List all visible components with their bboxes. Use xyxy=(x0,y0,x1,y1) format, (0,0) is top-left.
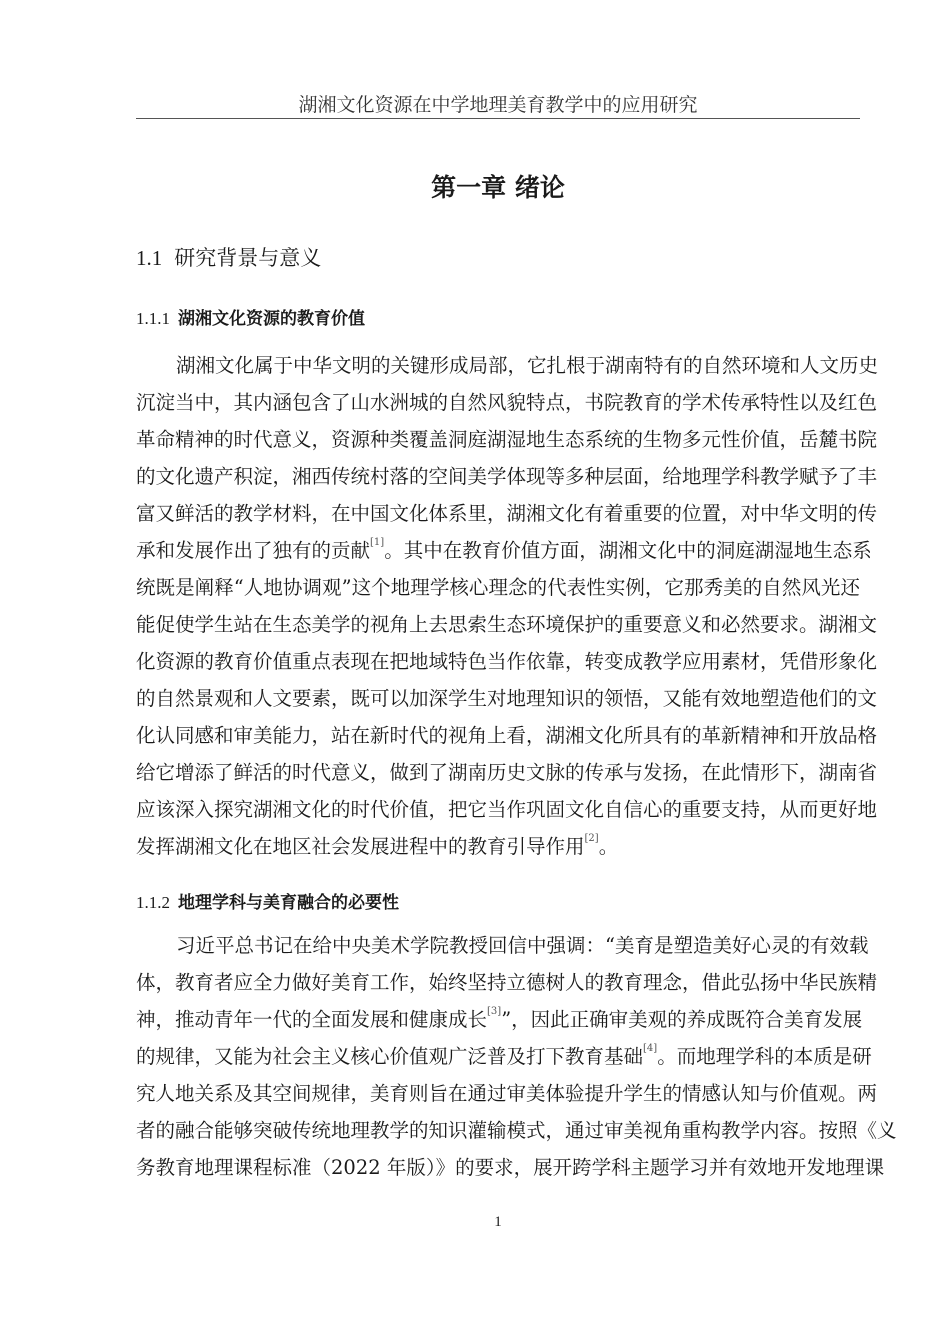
section-number: 1.1 xyxy=(136,246,163,270)
page-number: 1 xyxy=(494,1214,502,1230)
text-run: 神，推动青年一代的全面发展和健康成长 xyxy=(136,1008,488,1031)
citation-marker: [3] xyxy=(487,1006,502,1017)
body-paragraph xyxy=(136,927,897,1186)
text-line xyxy=(136,421,878,458)
text-line xyxy=(136,458,878,495)
subsection-title: 湖湘文化资源的教育价值 xyxy=(178,309,365,329)
text-line xyxy=(136,1001,863,1038)
text-run: 究人地关系及其空间规律，美育则旨在通过审美体验提升学生的情感认知与价值观。两 xyxy=(136,1082,878,1105)
text-run: 革命精神的时代意义，资源种类覆盖洞庭湖湿地生态系统的生物多元性价值，岳麓书院 xyxy=(136,428,878,451)
section-heading xyxy=(136,242,321,272)
subsection-heading xyxy=(136,888,399,913)
text-run: 习近平总书记在给中央美术学院教授回信中强调：“美育是塑造美好心灵的有效载 xyxy=(176,934,869,957)
text-line xyxy=(136,964,878,1001)
text-line xyxy=(136,384,878,421)
text-run: 化认同感和审美能力，站在新时代的视角上看，湖湘文化所具有的革新精神和开放品格 xyxy=(136,724,878,747)
section-title: 研究背景与意义 xyxy=(174,246,322,270)
text-line xyxy=(136,1038,872,1075)
text-line xyxy=(136,1149,885,1186)
text-run: 应该深入探究湖湘文化的时代价值，把它当作巩固文化自信心的重要支持，从而更好地 xyxy=(136,798,878,821)
text-line xyxy=(136,927,869,964)
text-run: 沉淀当中，其内涵包含了山水洲城的自然风貌特点，书院教育的学术传承特性以及红色 xyxy=(136,391,878,414)
citation-marker: [1] xyxy=(370,537,385,548)
text-line xyxy=(136,1112,897,1149)
subsection-title: 地理学科与美育融合的必要性 xyxy=(178,893,399,913)
text-run: 务教育地理课程标准（2022 年版）》的要求，展开跨学科主题学习并有效地开发地理课 xyxy=(136,1156,885,1179)
chapter-title: 第一章 绪论 xyxy=(431,173,565,202)
text-run: 。其中在教育价值方面，湖湘文化中的洞庭湖湿地生态系 xyxy=(384,539,872,562)
text-run: 的文化遗产积淀，湘西传统村落的空间美学体现等多种层面，给地理学科教学赋予了丰 xyxy=(136,465,878,488)
text-line xyxy=(136,532,872,569)
body-paragraph xyxy=(136,347,879,865)
text-line xyxy=(136,1075,878,1112)
text-run: 富又鲜活的教学材料，在中国文化体系里，湖湘文化有着重要的位置，对中华文明的传 xyxy=(136,502,878,525)
text-run: 湖湘文化属于中华文明的关键形成局部，它扎根于湖南特有的自然环境和人文历史 xyxy=(176,354,879,377)
text-run: ”，因此正确审美观的养成既符合美育发展 xyxy=(501,1008,863,1031)
subsection-heading xyxy=(136,304,365,329)
text-run: 者的融合能够突破传统地理教学的知识灌输模式，通过审美视角重构教学内容。按照《义 xyxy=(136,1119,897,1142)
text-line xyxy=(136,717,878,754)
subsection-number: 1.1.2 xyxy=(136,893,170,912)
text-run: 。 xyxy=(598,835,619,858)
text-line xyxy=(136,791,878,828)
text-run: 化资源的教育价值重点表现在把地域特色当作依靠，转变成教学应用素材，凭借形象化 xyxy=(136,650,878,673)
text-run: 的规律，又能为社会主义核心价值观广泛普及打下教育基础 xyxy=(136,1045,644,1068)
text-line xyxy=(136,643,878,680)
citation-marker: [2] xyxy=(584,833,599,844)
text-line xyxy=(136,347,879,384)
text-run: 给它增添了鲜活的时代意义，做到了湖南历史文脉的传承与发扬，在此情形下，湖南省 xyxy=(136,761,878,784)
text-run: 能促使学生站在生态美学的视角上去思索生态环境保护的重要意义和必然要求。湖湘文 xyxy=(136,613,878,636)
text-line xyxy=(136,495,878,532)
text-line xyxy=(136,569,860,606)
text-line xyxy=(136,606,878,643)
text-run: 体，教育者应全力做好美育工作，始终坚持立德树人的教育理念，借此弘扬中华民族精 xyxy=(136,971,878,994)
text-run: 发挥湖湘文化在地区社会发展进程中的教育引导作用 xyxy=(136,835,585,858)
text-line xyxy=(136,754,878,791)
text-run: 承和发展作出了独有的贡献 xyxy=(136,539,371,562)
text-run: 统既是阐释“人地协调观”这个地理学核心理念的代表性实例，它那秀美的自然风光还 xyxy=(136,576,860,599)
text-line xyxy=(136,680,878,717)
running-header: 湖湘文化资源在中学地理美育教学中的应用研究 xyxy=(298,94,698,116)
citation-marker: [4] xyxy=(643,1043,658,1054)
text-run: 的自然景观和人文要素，既可以加深学生对地理知识的领悟，又能有效地塑造他们的文 xyxy=(136,687,878,710)
text-run: 。而地理学科的本质是研 xyxy=(657,1045,872,1068)
header-divider xyxy=(136,118,860,119)
text-line xyxy=(136,828,860,865)
subsection-number: 1.1.1 xyxy=(136,309,170,328)
